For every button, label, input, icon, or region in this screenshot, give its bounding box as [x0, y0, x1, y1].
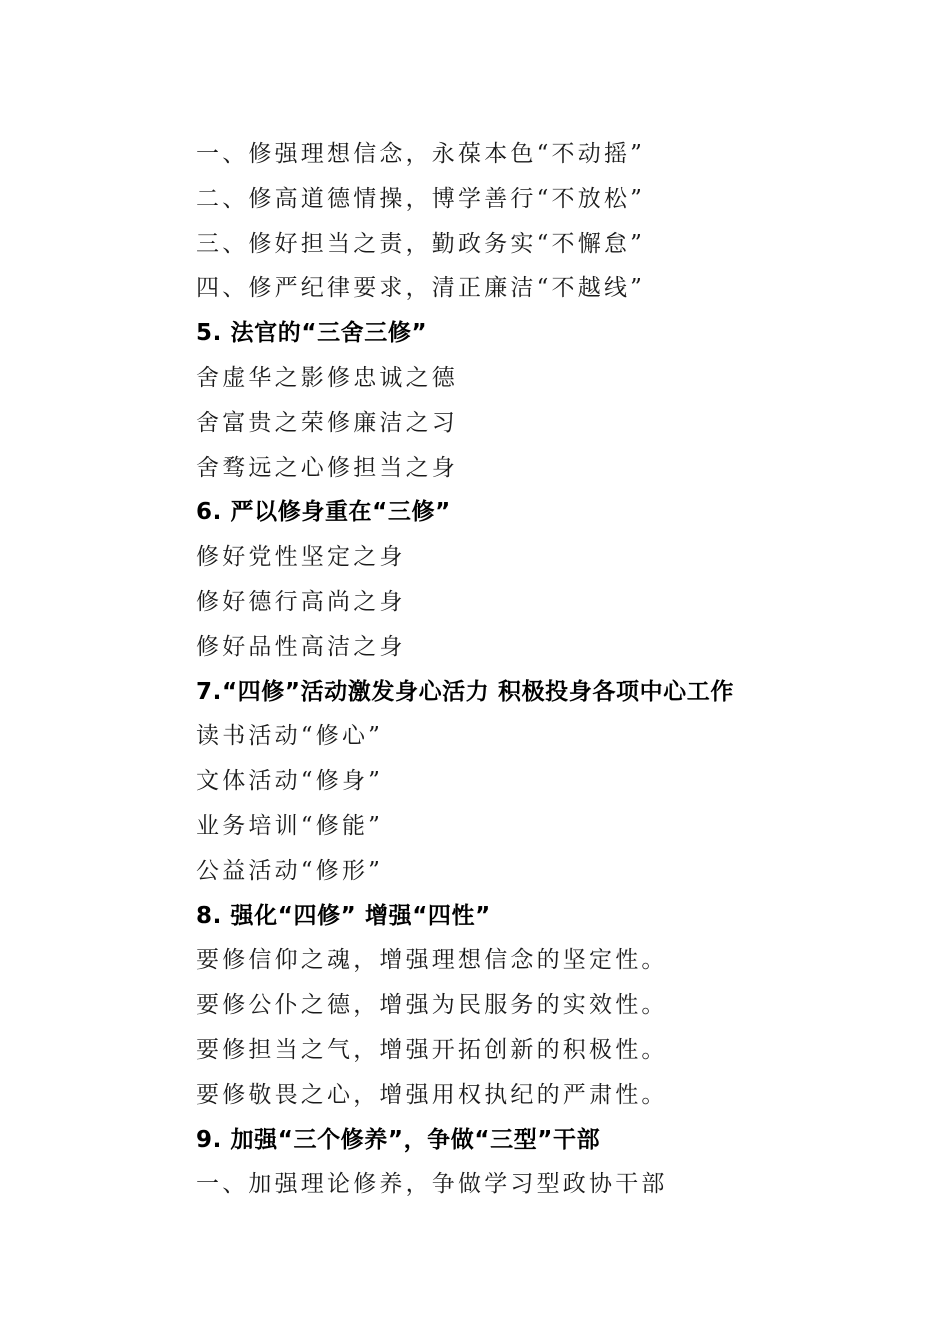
list-item: 业务培训“修能”: [196, 812, 384, 839]
list-item: 要修敬畏之心，增强用权执纪的严肃性。: [196, 1081, 668, 1108]
list-item: 舍虚华之影修忠诚之德: [196, 364, 458, 391]
list-item: 文体活动“修身”: [196, 768, 384, 795]
list-item: 三、修好担当之责，勤政务实“不懈怠”: [196, 230, 646, 257]
section-heading: 5. 法官的“三舍三修”: [196, 320, 428, 347]
list-item: 舍富贵之荣修廉洁之习: [196, 409, 458, 436]
list-item: 要修担当之气，增强开拓创新的积极性。: [196, 1036, 668, 1063]
section-heading: 6. 严以修身重在“三修”: [196, 499, 451, 526]
list-item: 舍骛远之心修担当之身: [196, 454, 458, 481]
list-item: 公益活动“修形”: [196, 857, 384, 884]
list-item: 修好品性高洁之身: [196, 633, 406, 660]
list-item: 读书活动“修心”: [196, 723, 384, 750]
list-item: 修好德行高尚之身: [196, 588, 406, 615]
section-heading: 7.“四修”活动激发身心活力 积极投身各项中心工作: [196, 678, 734, 705]
list-item: 要修信仰之魂，增强理想信念的坚定性。: [196, 947, 668, 974]
document-body: [196, 132, 836, 1207]
list-item: 修好党性坚定之身: [196, 544, 406, 571]
list-item: 一、加强理论修养，争做学习型政协干部: [196, 1171, 668, 1198]
list-item: 二、修高道德情操，博学善行“不放松”: [196, 185, 646, 212]
list-item: 四、修严纪律要求，清正廉洁“不越线”: [196, 275, 646, 302]
section-heading: 9. 加强“三个修养”，争做“三型”干部: [196, 1126, 601, 1153]
list-item: 一、修强理想信念，永葆本色“不动摇”: [196, 141, 646, 167]
section-heading: 8. 强化“四修” 增强“四性”: [196, 902, 491, 929]
list-item: 要修公仆之德，增强为民服务的实效性。: [196, 992, 668, 1019]
